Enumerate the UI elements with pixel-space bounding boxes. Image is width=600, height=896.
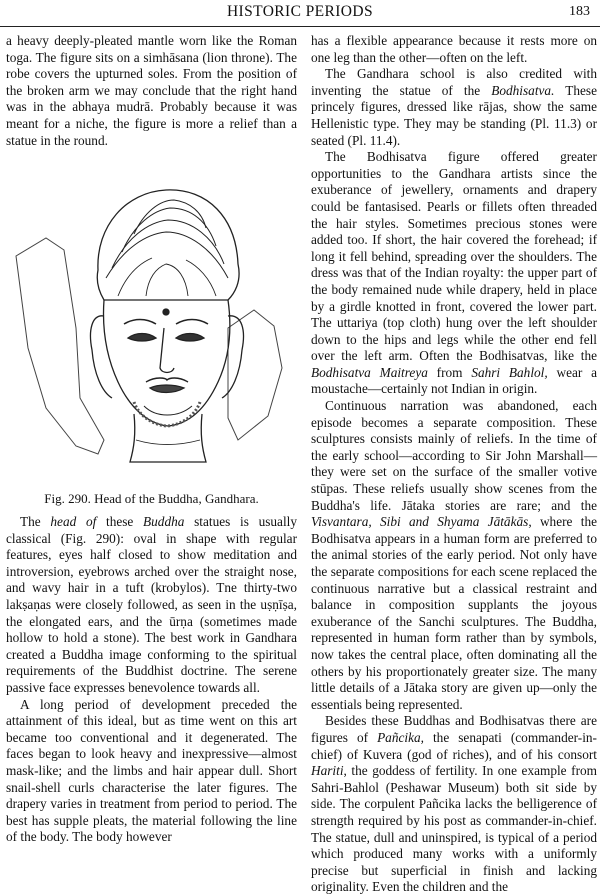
page-number: 183 — [569, 4, 590, 19]
left-paragraph-2 — [6, 514, 297, 697]
emphasis-buddha: Buddha — [143, 514, 185, 529]
right-column — [311, 33, 597, 896]
emphasis-sahri-bahlol: Sahri Bahlol, — [471, 364, 548, 380]
buddha-head-illustration — [6, 178, 297, 476]
text-run: Continuous narration was abandoned, each episode becomes a separate composition. These sculptures consists mainly of reliefs. In the time of the early school—according to Sir John Marshall—they were set on the surface of the smaller votive stūpas. These reliefs usually show scenes from the Buddha's life. Jātaka stories are rare; and the — [311, 398, 597, 513]
text-run: the senapati (commander-in-chief) of Kuvera (god of riches), and of his consort — [311, 729, 597, 762]
emphasis-bodhisatva: Bodhisatva. — [491, 82, 555, 98]
right-paragraph-3 — [311, 149, 597, 398]
text-run: from — [427, 364, 472, 380]
text-run: The — [20, 514, 51, 529]
text-run: , where the Bodhisatva appears in a human form are preferred to the animal stories of the early period. Not only have the separate compositions for each scene replaced the continuous narrative but a classical restraint and balance in composition supplants the joyous exuberance of the Sanchi sculptures. The Buddha, represented in human form rather than by symbols, now takes the central place, often dominating all the others by his proportionately greater size. The many little details of a Jātaka story are given up—only the essentials being represented. — [311, 514, 597, 712]
text-run: these — [96, 514, 144, 529]
emphasis-bodhisatva-maitreya: Bodhisatva Maitreya — [311, 364, 428, 380]
running-head: HISTORIC PERIODS — [226, 3, 374, 20]
text-run: wear a moustache—certainly not Indian in origin. — [311, 364, 598, 397]
right-paragraph-2 — [311, 66, 597, 149]
left-paragraph-1: a heavy deeply-pleated mantle worn like the Roman toga. The figure sits on a simhāsana (lion throne). The robe covers the upturned soles. From the position of the broken arm we may conclude that the right hand was in the abhaya mudrā. Probably because it was meant for a niche, the figure is more a relief than a statue in the round. — [6, 33, 297, 148]
figure-buddha-head — [6, 178, 297, 476]
text-run: These princely figures, dressed like rājas, show the same Hellenistic type. They may be standing (Pl. 11.3) or seated (Pl. 11.4). — [311, 82, 597, 148]
emphasis-jatakas: Visvantara, Sibi and Shyama Jātākās — [311, 514, 529, 530]
emphasis-hariti: Hariti — [311, 763, 344, 779]
text-run: , the goddess of fertility. In one example from Sahri-Bahlol (Peshawar Museum) both sit side by side. The corpulent Pañcika lacks the belligerence of strength required by his post as commander-in-chief. The statue, dull and uninspired, is typical of a period which produced many works with a uniformly precise but superficial in finish and lacking originality. Even the children and the — [311, 763, 597, 895]
left-paragraph-3: A long period of development preceded the attainment of this ideal, but as time went on this art became too conventional and it degenerated. The faces began to look heavy and inexpressive—almost mask-like; and the limbs and hair appear dull. Short snail-shell curls characterise the later figures. The drapery varies in treatment from period to period. The best has supple pleats, the material following the line of the body. The body however — [6, 696, 297, 845]
emphasis-pancika: Pañcika, — [377, 729, 424, 745]
right-paragraph-5 — [311, 713, 597, 896]
right-paragraph-4 — [311, 398, 597, 713]
text-run: statues is usually classical (Fig. 290): oval in shape with regular features, eyes half closed to show meditation and introversion, eyebrows arched over the straight nose, and wavy hair in a tuft (krobylos). Tne thirty-two lakṣaṇas were closely followed, as seen in the uṣṇīṣa, the elongated ears, and the ūrṇa (sometimes made hollow to hold a stone). The best work in Gandhara created a Buddha image conforming to the spiritual requirements of the Buddhist doctrine. The serene passive face expresses benevolence towards all. — [6, 514, 297, 695]
figure-caption: Fig. 290. Head of the Buddha, Gandhara. — [44, 491, 259, 506]
text-run: The Gandhara school is also credited with inventing the statue of the — [311, 66, 597, 98]
page-header — [0, 0, 600, 27]
text-run: Besides these Buddhas and Bodhisatvas there are figures of — [311, 713, 597, 745]
text-run: The Bodhisatva figure offered greater opportunities to the Gandhara artists since the exuberance of jewellery, ornaments and drapery could be fantasised. Pearls or fillets often threaded the hair styles. Sometimes precious stones were added too. If short, the hair covered the forehead; if long it fell behind, spreading over the shoulders. The dress was that of the Indian royalty: the upper part of the body remained nude while drapery, held in place by a girdle knotted in front, covered the lower part. The uttariya (top cloth) hung over the left shoulder down to the hips and legs while the other end fell over the left arm. Often the Bodhisatvas, like the — [311, 149, 597, 364]
right-paragraph-1: has a flexible appearance because it rests more on one leg than the other—often on the left. — [311, 33, 597, 65]
left-column-bottom — [6, 514, 297, 846]
emphasis-head-of: head of — [50, 514, 97, 529]
left-column-top — [6, 33, 297, 149]
